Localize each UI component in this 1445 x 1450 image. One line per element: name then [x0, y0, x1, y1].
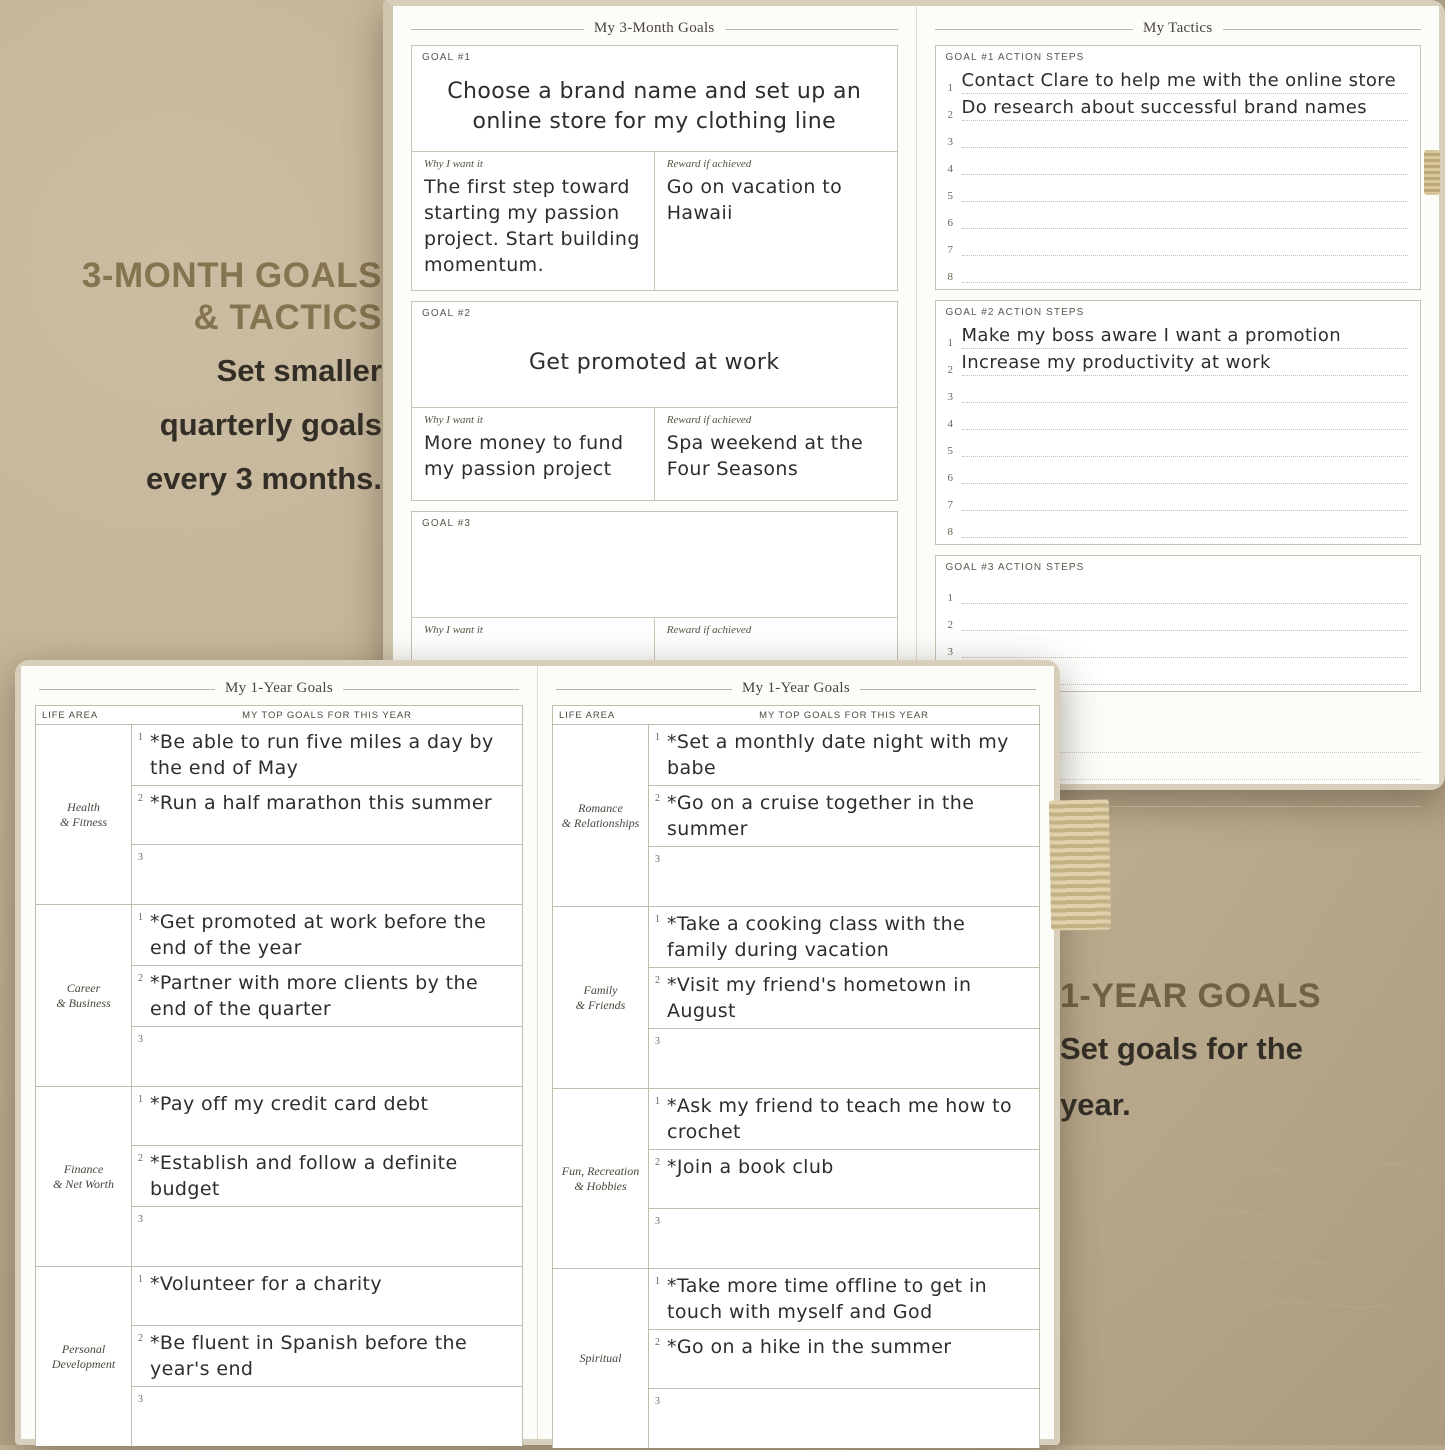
planner-spread-1-year-goals: [15, 660, 1060, 1445]
goal-text: *Be able to run five miles a day by the end of May: [150, 731, 494, 779]
goal-number: 1: [655, 914, 660, 925]
goal-text: *Take a cooking class with the family during vacation: [667, 913, 966, 961]
goal-number: 2: [655, 975, 660, 986]
goal-input[interactable]: [132, 1146, 522, 1207]
goal-reward-label: Reward if achieved: [666, 624, 752, 636]
goal-text: *Ask my friend to teach me how to crochet: [667, 1095, 1013, 1143]
goal-input[interactable]: [649, 1089, 1039, 1150]
goal-number: 2: [138, 973, 143, 984]
column-header-top-goals: MY TOP GOALS FOR THIS YEAR: [759, 710, 929, 721]
page-title-my-tactics: My Tactics: [917, 6, 1440, 45]
goal-input[interactable]: [649, 1029, 1039, 1088]
goal-text-field[interactable]: [412, 532, 897, 618]
goal-why-field[interactable]: [412, 408, 655, 500]
goal-number: 2: [138, 1333, 143, 1344]
goal-text: Choose a brand name and set up an online store for my clothing line: [447, 78, 862, 134]
goal-number: 3: [655, 854, 660, 865]
goal-text: *Establish and follow a definite budget: [150, 1152, 458, 1200]
table-row: [36, 1086, 522, 1266]
goal-number: 2: [138, 1153, 143, 1164]
step-number: 2: [947, 364, 953, 376]
goal-number: 3: [138, 1394, 143, 1405]
goal-number: 1: [138, 1274, 143, 1285]
goal-number: 3: [138, 1034, 143, 1045]
table-row: [553, 1088, 1039, 1268]
goal-input[interactable]: [132, 1207, 522, 1266]
goal-reward-text: Go on vacation to Hawaii: [666, 176, 843, 224]
goal-input[interactable]: [649, 1389, 1039, 1448]
action-step-row[interactable]: [936, 349, 1421, 376]
action-step-row[interactable]: [936, 376, 1421, 403]
goal-text-field[interactable]: [412, 322, 897, 408]
goal-text: *Run a half marathon this summer: [150, 792, 493, 814]
goal-why-label: Why I want it: [424, 158, 483, 170]
goal-text: Get promoted at work: [528, 349, 780, 375]
life-area-label: Family & Friends: [553, 907, 649, 1088]
goal-input[interactable]: [132, 1087, 522, 1146]
step-text: Contact Clare to help me with the online store: [961, 70, 1397, 91]
goal-input[interactable]: [132, 1027, 522, 1086]
action-step-row[interactable]: [936, 403, 1421, 430]
promo-yearly-goals: [1060, 975, 1400, 1129]
promo-quarterly-title-line-2: & TACTICS: [193, 298, 382, 337]
action-step-row[interactable]: [936, 121, 1421, 148]
goal-header: GOAL #3: [422, 518, 472, 529]
goal-number: 3: [655, 1216, 660, 1227]
goal-input[interactable]: [649, 725, 1039, 786]
action-step-row[interactable]: [936, 229, 1421, 256]
promo-quarterly-sub-line-2: quarterly goals: [159, 407, 382, 442]
goal-text: *Set a monthly date night with my babe: [667, 731, 1009, 779]
goal-header: GOAL #1: [422, 52, 472, 63]
elastic-band-bottom: [1049, 799, 1111, 930]
life-area-label: Health & Fitness: [36, 725, 132, 904]
goal-why-label: Why I want it: [424, 624, 483, 636]
goal-reward-field[interactable]: [655, 152, 897, 290]
goal-input[interactable]: [649, 907, 1039, 968]
action-step-row[interactable]: [936, 67, 1421, 94]
goal-number: 3: [655, 1036, 660, 1047]
goal-why-text: More money to fund my passion project: [424, 432, 624, 480]
action-step-row[interactable]: [936, 457, 1421, 484]
life-area-label: Finance & Net Worth: [36, 1087, 132, 1266]
step-number: 5: [947, 190, 953, 202]
action-step-row[interactable]: [936, 631, 1421, 658]
goal-reward-field[interactable]: [655, 408, 897, 500]
step-number: 7: [947, 244, 953, 256]
action-steps-header: GOAL #2 ACTION STEPS: [945, 307, 1085, 318]
life-area-label: Spiritual: [553, 1269, 649, 1448]
goal-card[interactable]: [411, 301, 898, 501]
table-row: [36, 904, 522, 1086]
life-area-label: Personal Development: [36, 1267, 132, 1446]
goal-input[interactable]: [132, 966, 522, 1027]
goal-text: *Visit my friend's hometown in August: [667, 974, 972, 1022]
goal-input[interactable]: [132, 1387, 522, 1446]
goal-input[interactable]: [132, 1326, 522, 1387]
goal-number: 1: [138, 912, 143, 923]
action-steps-header: GOAL #3 ACTION STEPS: [945, 562, 1085, 573]
life-area-label: Career & Business: [36, 905, 132, 1086]
action-steps-card[interactable]: [935, 300, 1422, 545]
step-number: 8: [947, 271, 953, 283]
promo-year-title: 1-YEAR GOALS: [1060, 977, 1322, 1015]
step-number: 1: [947, 337, 953, 349]
step-number: 4: [947, 418, 953, 430]
goal-number: 2: [655, 1337, 660, 1348]
action-steps-card[interactable]: [935, 45, 1422, 290]
action-step-row[interactable]: [936, 175, 1421, 202]
table-row: [36, 724, 522, 904]
page-1-year-goals-left: [21, 666, 538, 1439]
goal-number: 1: [655, 1096, 660, 1107]
promo-quarterly-goals: [20, 255, 382, 501]
goal-card[interactable]: [411, 45, 898, 291]
table-row: [553, 724, 1039, 906]
goal-text: *Get promoted at work before the end of the year: [150, 911, 487, 959]
action-step-row[interactable]: [936, 322, 1421, 349]
promo-quarterly-title-line-1: 3-MONTH GOALS: [81, 256, 382, 295]
goal-number: 2: [138, 793, 143, 804]
goal-text: *Go on a cruise together in the summer: [667, 792, 975, 840]
action-step-row[interactable]: [936, 148, 1421, 175]
table-row: [553, 1268, 1039, 1448]
column-header-top-goals: MY TOP GOALS FOR THIS YEAR: [242, 710, 412, 721]
step-number: 2: [947, 109, 953, 121]
promo-quarterly-sub-line-1: Set smaller: [216, 353, 382, 388]
action-step-row[interactable]: [936, 430, 1421, 457]
page-title-1-year-goals-right: My 1-Year Goals: [538, 666, 1054, 705]
column-header-life-area: LIFE AREA: [559, 710, 616, 721]
action-step-row[interactable]: [936, 202, 1421, 229]
action-step-row[interactable]: [936, 577, 1421, 604]
action-steps-header: GOAL #1 ACTION STEPS: [945, 52, 1085, 63]
goal-text-field[interactable]: [412, 66, 897, 152]
goal-number: 1: [138, 732, 143, 743]
goal-why-label: Why I want it: [424, 414, 483, 426]
action-step-row[interactable]: [936, 256, 1421, 283]
goal-input[interactable]: [649, 847, 1039, 906]
step-number: 3: [947, 391, 953, 403]
goal-reward-text: Spa weekend at the Four Seasons: [666, 432, 864, 480]
goal-why-text: The first step toward starting my passion project. Start building momentum.: [424, 176, 640, 276]
goal-number: 1: [655, 1276, 660, 1287]
goal-text: *Take more time offline to get in touch with myself and God: [667, 1275, 988, 1323]
table-row: [36, 1266, 522, 1446]
action-step-row[interactable]: [936, 484, 1421, 511]
goal-reward-label: Reward if achieved: [666, 158, 752, 170]
goal-input[interactable]: [132, 1267, 522, 1326]
goal-text: *Pay off my credit card debt: [150, 1093, 429, 1115]
goal-why-field[interactable]: [412, 152, 655, 290]
goal-number: 3: [138, 1214, 143, 1225]
goal-input[interactable]: [649, 1209, 1039, 1268]
action-step-row[interactable]: [936, 511, 1421, 538]
year-goals-table-left: [35, 705, 523, 1446]
year-goals-table-right: [552, 705, 1040, 1448]
goal-text: *Go on a hike in the summer: [667, 1336, 952, 1358]
goal-text: *Volunteer for a charity: [150, 1273, 383, 1295]
elastic-band-top: [1424, 150, 1440, 195]
table-row: [553, 906, 1039, 1088]
goal-input[interactable]: [649, 786, 1039, 847]
step-number: 1: [947, 592, 953, 604]
step-text: Increase my productivity at work: [961, 352, 1271, 373]
page-1-year-goals-right: [538, 666, 1054, 1439]
goal-text: *Join a book club: [667, 1156, 834, 1178]
goal-input[interactable]: [132, 725, 522, 786]
page-title-3-month-goals: My 3-Month Goals: [393, 6, 916, 45]
life-area-label: Fun, Recreation & Hobbies: [553, 1089, 649, 1268]
goal-number: 3: [655, 1396, 660, 1407]
goal-input[interactable]: [649, 1150, 1039, 1209]
goal-header: GOAL #2: [422, 308, 472, 319]
goal-text: *Partner with more clients by the end of the quarter: [150, 972, 479, 1020]
step-text: Do research about successful brand names: [961, 97, 1368, 118]
life-area-label: Romance & Relationships: [553, 725, 649, 906]
goal-input[interactable]: [649, 1330, 1039, 1389]
page-title-1-year-goals-left: My 1-Year Goals: [21, 666, 537, 705]
step-text: Make my boss aware I want a promotion: [961, 325, 1342, 346]
promo-year-sub-line-2: year.: [1060, 1087, 1131, 1122]
goal-input[interactable]: [649, 1269, 1039, 1330]
step-number: 1: [947, 82, 953, 94]
goal-number: 2: [655, 1157, 660, 1168]
step-number: 6: [947, 472, 953, 484]
step-number: 3: [947, 646, 953, 658]
goal-text: *Be fluent in Spanish before the year's end: [150, 1332, 468, 1380]
goal-number: 1: [138, 1094, 143, 1105]
action-step-row[interactable]: [936, 604, 1421, 631]
goal-input[interactable]: [132, 905, 522, 966]
goal-input[interactable]: [649, 968, 1039, 1029]
step-number: 4: [947, 163, 953, 175]
step-number: 2: [947, 619, 953, 631]
step-number: 5: [947, 445, 953, 457]
goal-number: 1: [655, 732, 660, 743]
step-number: 6: [947, 217, 953, 229]
goal-number: 3: [138, 852, 143, 863]
step-number: 3: [947, 136, 953, 148]
goal-number: 2: [655, 793, 660, 804]
promo-quarterly-sub-line-3: every 3 months.: [145, 461, 382, 496]
goal-reward-label: Reward if achieved: [666, 414, 752, 426]
step-number: 7: [947, 499, 953, 511]
step-number: 8: [947, 526, 953, 538]
promo-year-sub-line-1: Set goals for the: [1060, 1031, 1303, 1066]
goal-input[interactable]: [132, 845, 522, 904]
goal-input[interactable]: [132, 786, 522, 845]
action-step-row[interactable]: [936, 94, 1421, 121]
column-header-life-area: LIFE AREA: [42, 710, 99, 721]
